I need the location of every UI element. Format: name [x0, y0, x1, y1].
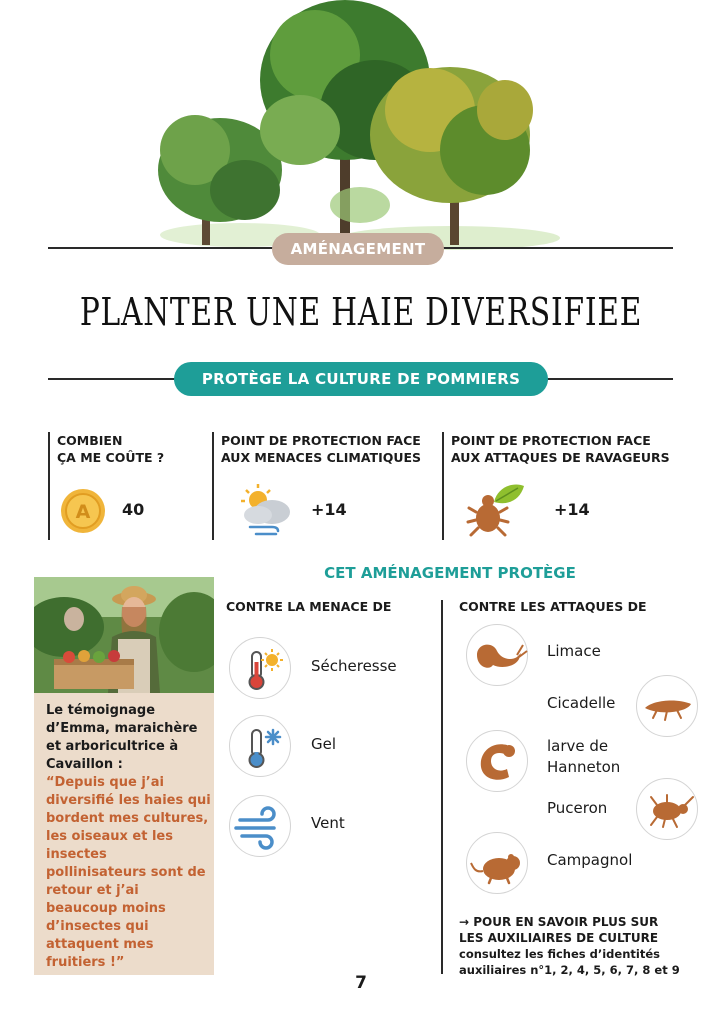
stat-climate-label-2: AUX MENACES CLIMATIQUES [221, 450, 422, 465]
threats-heading: CONTRE LA MENACE DE [226, 599, 392, 614]
coin-icon [60, 488, 106, 534]
more-info-detail-2: auxiliaires n°1, 2, 4, 5, 6, 7, 8 et 9 [459, 963, 680, 977]
svg-text:A: A [75, 501, 91, 523]
threat-wind-label: Vent [311, 814, 345, 832]
attack-grub-label-1: larve de [547, 737, 609, 755]
attack-aphid [636, 778, 698, 840]
attack-leafhopper [636, 675, 698, 737]
more-info-title-2: LES AUXILIAIRES DE CULTURE [459, 931, 659, 945]
stat-climate-label-1: POINT DE PROTECTION FACE [221, 433, 421, 448]
grub-icon [467, 731, 529, 793]
pest-icon [466, 480, 528, 540]
stat-pests-value: +14 [554, 500, 590, 519]
stat-cost-label-1: COMBIEN [57, 433, 123, 448]
attack-aphid-label: Puceron [547, 799, 608, 817]
testimonial-intro: Le témoignage d’Emma, maraichère et arboricultrice à Cavaillon : [46, 703, 198, 772]
stat-climate-value: +14 [311, 500, 347, 519]
threat-wind [229, 795, 291, 857]
attack-vole-label: Campagnol [547, 851, 633, 869]
protects-heading: CET AMÉNAGEMENT PROTÈGE [324, 564, 576, 582]
testimonial-quote: “Depuis que j’ai diversifié les haies qui bordent mes cultures, les oiseaux et les insectes pollinisateurs sont de retour et j’ai beaucoup moins d’insectes qui attaquent mes fruitiers !” [46, 775, 211, 970]
trees-illustration [150, 0, 570, 250]
leafhopper-icon [637, 676, 699, 738]
page-title: PLANTER UNE HAIE DIVERSIFIEE [79, 290, 643, 334]
aphid-icon [637, 779, 699, 841]
more-info-detail-1: consultez les fiches d’identités [459, 947, 660, 961]
stat-pests-label-2: AUX ATTAQUES DE RAVAGEURS [451, 450, 670, 465]
threat-drought [229, 637, 291, 699]
attack-leafhopper-label: Cicadelle [547, 694, 616, 712]
attack-slug [466, 624, 528, 686]
wind-icon [230, 796, 292, 858]
category-badge: AMÉNAGEMENT [272, 233, 444, 265]
threat-frost-label: Gel [311, 735, 337, 753]
more-info [459, 914, 689, 978]
attack-grub [466, 730, 528, 792]
stat-climate [212, 432, 437, 540]
attack-slug-label: Limace [547, 642, 601, 660]
stat-cost [48, 432, 208, 540]
farmer-photo [34, 577, 214, 693]
stat-pests-label-1: POINT DE PROTECTION FACE [451, 433, 651, 448]
culture-badge: PROTÈGE LA CULTURE DE POMMIERS [174, 362, 548, 396]
stat-cost-label-2: ÇA ME COÛTE ? [57, 450, 165, 465]
attack-grub-label-2: Hanneton [547, 758, 621, 776]
thermometer-sun-icon [230, 638, 292, 700]
threat-drought-label: Sécheresse [311, 657, 397, 675]
testimonial-text [46, 702, 211, 972]
column-divider [441, 600, 443, 974]
vole-icon [467, 833, 529, 895]
stat-pests [442, 432, 674, 540]
more-info-title-1: → POUR EN SAVOIR PLUS SUR [459, 915, 659, 929]
stat-cost-value: 40 [122, 500, 145, 519]
threat-frost [229, 715, 291, 777]
page-number: 7 [355, 973, 367, 993]
slug-icon [467, 625, 529, 687]
attack-vole [466, 832, 528, 894]
weather-icon [236, 482, 296, 540]
attacks-heading: CONTRE LES ATTAQUES DE [459, 599, 647, 614]
thermometer-frost-icon [230, 716, 292, 778]
